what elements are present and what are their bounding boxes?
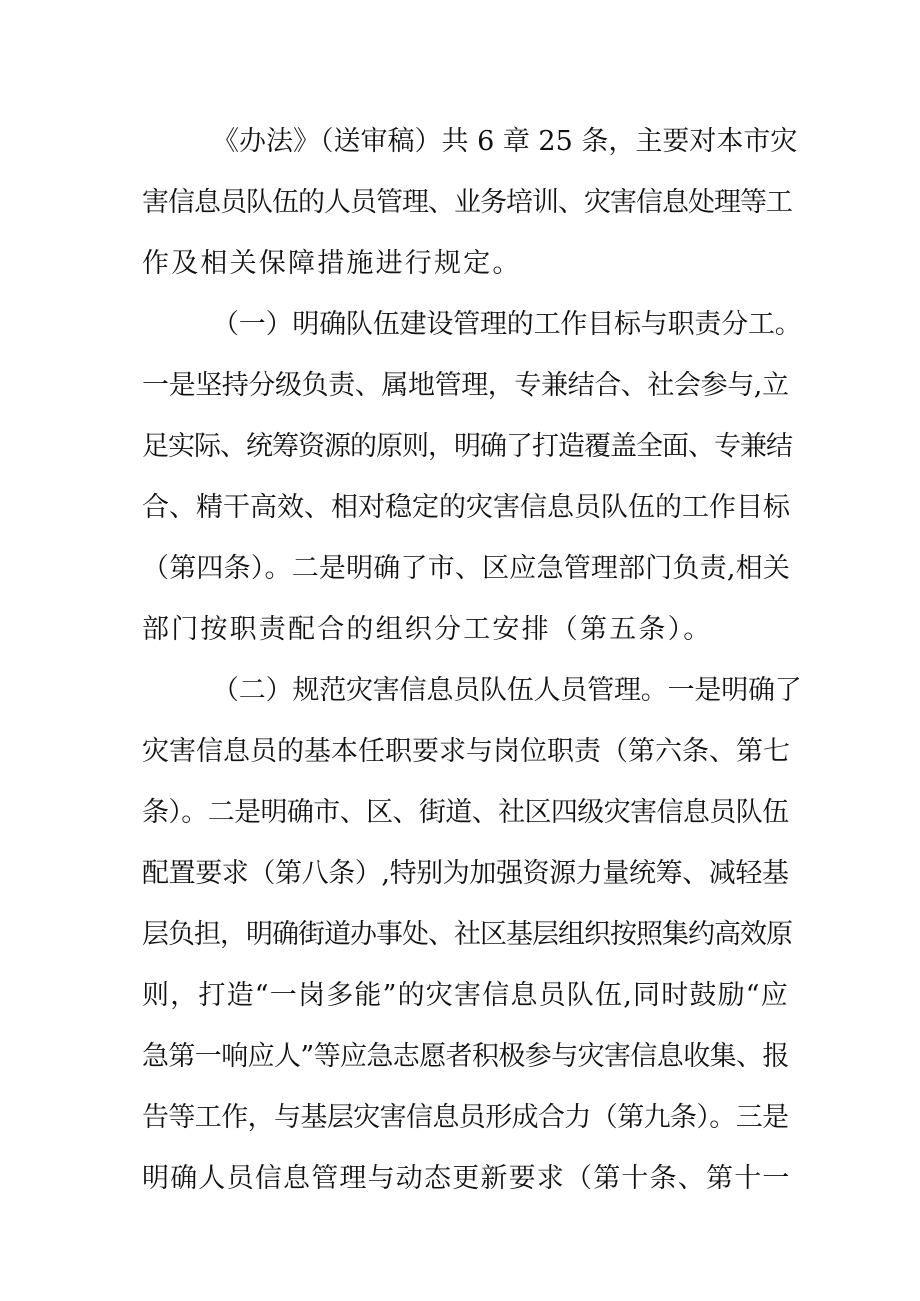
paragraph-2-line-3: 足实际、统筹资源的原则，明确了打造覆盖全面、专兼结 (142, 431, 792, 462)
paragraph-3-line-7: 急第一响应人”等应急志愿者积极参与灾害信息收集、报 (142, 1041, 789, 1072)
paragraph-1-line-2: 害信息员队伍的人员管理、业务培训、灾害信息处理等工 (142, 187, 792, 218)
paragraph-3-heading-line: （二）规范灾害信息员队伍人员管理。一是明确了 (212, 675, 802, 706)
paragraph-2-line-6: 部门按职责配合的组织分工安排（第五条）。 (142, 614, 713, 645)
paragraph-3-line-8: 告等工作，与基层灾害信息员形成合力（第九条）。三是 (142, 1102, 789, 1133)
paragraph-1-line-1: 《办法》（送审稿）共 6 章 25 条，主要对本市灾 (212, 126, 798, 157)
paragraph-2-line-4: 合、精干高效、相对稳定的灾害信息员队伍的工作目标 (142, 492, 790, 523)
paragraph-3-line-4: 配置要求（第八条）,特别为加强资源力量统筹、减轻基 (142, 858, 789, 889)
paragraph-3-line-2: 灾害信息员的基本任职要求与岗位职责（第六条、第七 (142, 736, 790, 767)
paragraph-1-line-3: 作及相关保障措施进行规定。 (142, 248, 522, 279)
paragraph-2-line-2: 一是坚持分级负责、属地管理，专兼结合、社会参与,立 (142, 370, 789, 401)
paragraph-3-line-3: 条）。二是明确市、区、街道、社区四级灾害信息员队伍 (142, 797, 789, 828)
paragraph-3-line-5: 层负担，明确街道办事处、社区基层组织按照集约高效原 (142, 919, 792, 950)
paragraph-2-line-5: （第四条）。二是明确了市、区应急管理部门负责,相关 (142, 553, 791, 584)
paragraph-3-line-6: 则，打造“一岗多能”的灾害信息员队伍,同时鼓励“应 (142, 980, 789, 1011)
paragraph-2-heading-line: （一）明确队伍建设管理的工作目标与职责分工。 (212, 309, 802, 340)
paragraph-3-line-9: 明确人员信息管理与动态更新要求（第十条、第十一 (142, 1163, 791, 1194)
